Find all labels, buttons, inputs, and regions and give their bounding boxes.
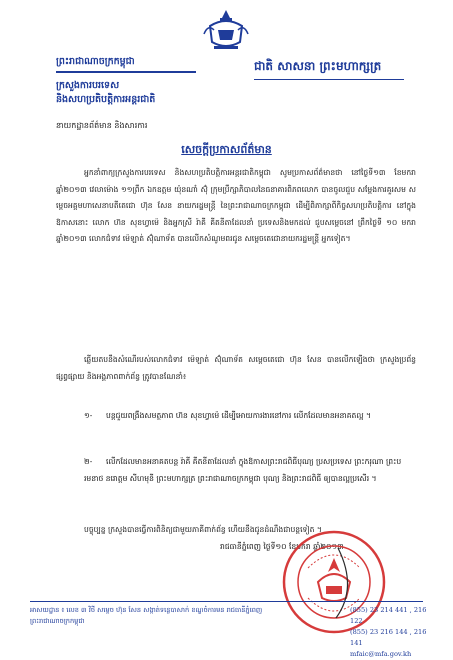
motto-text: ជាតិ សាសនា ព្រះមហាក្សត្រ bbox=[254, 59, 382, 73]
footer-phone-1: (855) 23 214 441 , 216 122 bbox=[350, 606, 427, 625]
list-item-text: បន្តជួយពង្រឹងសមត្ថភាព ហ៊ន សុខហ្វាម៉េ ដើម្បីអោយការងារនៅការ លើកដែលមានអនាគតល្អ ។ bbox=[106, 411, 372, 420]
footer-address: អាសយដ្ឋាន ៖ លេខ ៣ វិថី សម្តេច ហ៊ុន សែន សង្កាត់ទន្លេបាសាក់ ខណ្ឌចំការមន រាជធានីភ្នំពេញ ព្រះរាជាណាចក្រកម្ពុជា bbox=[30, 606, 263, 625]
header-divider bbox=[56, 71, 196, 73]
list-item-number: ១- bbox=[84, 411, 93, 420]
motto-underline bbox=[254, 79, 404, 80]
royal-coat-of-arms-icon bbox=[200, 8, 252, 54]
list-item bbox=[84, 408, 414, 425]
list-item-number: ២- bbox=[84, 457, 93, 466]
date-line: រាជធានីភ្នំពេញ ថ្ងៃទី១០ ខែមករា ឆ្នាំ២០១៣ bbox=[220, 542, 344, 551]
body-paragraph-3: បច្ចុប្បន្ន ក្រសួងបានធ្វើការពិនិត្យជាមួយភាគីពាក់ព័ន្ធ ហើយនឹងជូនដំណឹងជាបន្តទៀត ។ bbox=[84, 525, 322, 534]
ministry-name-line2: និងសហប្រតិបត្តិការអន្តរជាតិ bbox=[56, 93, 156, 105]
kingdom-name: ព្រះរាជាណាចក្រកម្ពុជា bbox=[56, 56, 135, 67]
ministry-name-line1: ក្រសួងការបរទេស bbox=[56, 79, 120, 91]
body-paragraph-1: អ្នកនាំពាក្យក្រសួងការបរទេស និងសហប្រតិបត្តិការអន្តរជាតិកម្ពុជា សូមប្រកាសព័ត៌មានថា នៅថ្ងៃទី១៣ ខែមករា ឆ្នាំ២០១៣ វេលាម៉ោង ១១ព្រឹក ឯកឧត្តម យ៉ុនណាំ ស៊ុំ ក្រុមប្រឹក្សាភិបាលនៃធនាគារពិភពលោក បានចូលជួប សម្តែងការគួរសម សម្តេចអគ្គមហាសេនាបតីតេជោ ហ៊ុន សែន នាយករដ្ឋមន្ត្រី នៃព្រះរាជាណាចក្រកម្ពុជា ដើម្បីពិភាក្សាពីកិច្ចសហប្រតិបត្តិការ នៅក្នុងឱកាសនោះ លោក ហ៊ន សុខហ្វាម៉េ និងអ្នកស្រី រ៉ាគី គីតនីតាដែលនាំ ប្រទេសនិងមកដល់ ជួបសម្តេចនៅ ព្រឹកថ្ងៃទី ១០ មករា ឆ្នាំ២០១៣ លោកជំទាវ ម៉េឡាត់ ស៊ុំណាទ័ត បានលើកសំណូមពរជូន សម្តេចតេជោនាយករដ្ឋមន្ត្រី អ្នកទៀត។ bbox=[56, 168, 416, 243]
footer-phone-2: (855) 23 216 144 , 216 141 bbox=[350, 628, 427, 647]
list-item-text: លើកដែលមានអនាគតបន្ត រ៉ាគី គីតនីតាដែលនាំ ក្នុងឱកាសព្រះរាជពិធីបុណ្យ ប្រសប្រទេស ព្រះករុណា ព្រះបរមនាថ នរោត្តម សីហមុនី ព្រះមហាក្សត្រ ព្រះរាជាណាចក្រកម្ពុជា បុណ្យ និងព្រះរាជពិធី ឲ្យបានល្អប្រសើរ ។ bbox=[84, 457, 402, 483]
footer-contacts bbox=[350, 605, 440, 660]
body-paragraph-2: ឆ្លើយតបនឹងសំណើរបស់លោកជំទាវ ម៉េឡាត់ ស៊ុំណាទ័ត សម្តេចតេជោ ហ៊ុន សែន បានលើកឡើងថា ក្រសួងប្រព័ន្ធផ្សព្វផ្សាយ និងអង្គភាពពាក់ព័ន្ធ ត្រូវបានណែនាំ៖ bbox=[56, 355, 416, 381]
footer-divider bbox=[30, 601, 423, 602]
list-item bbox=[84, 454, 414, 487]
ministry-header bbox=[56, 55, 206, 107]
document-title: សេចក្តីប្រកាសព័ត៌មាន bbox=[181, 143, 272, 156]
department-name: នាយកដ្ឋានព័ត៌មាន និងសារការ bbox=[56, 121, 148, 130]
footer-email: mfaic@mfa.gov.kh bbox=[350, 650, 412, 658]
national-motto bbox=[254, 58, 424, 80]
